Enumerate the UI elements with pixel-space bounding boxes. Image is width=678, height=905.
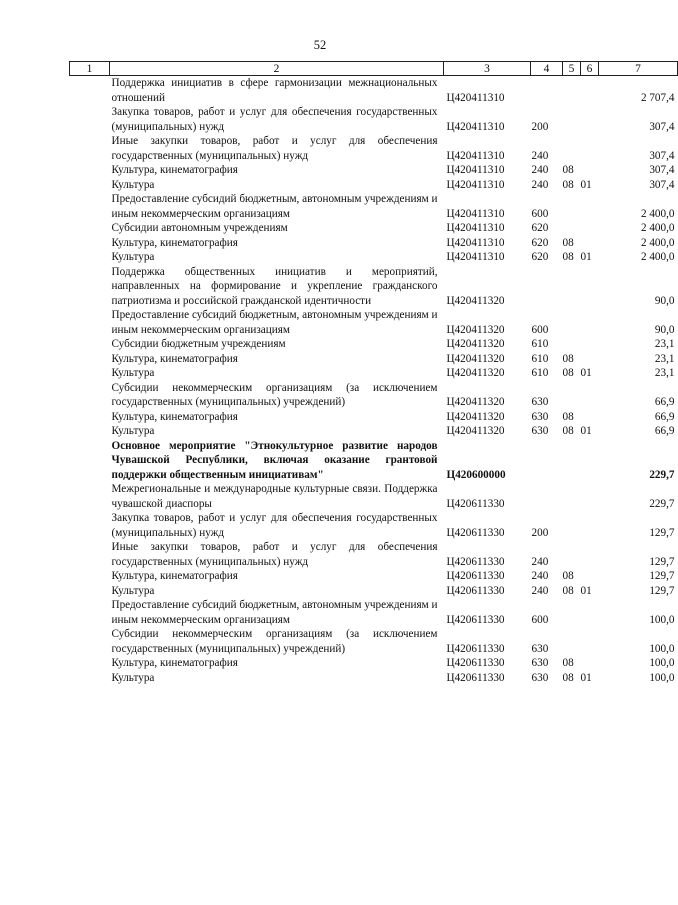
cell-subsection bbox=[581, 656, 599, 671]
cell-subsection bbox=[581, 627, 599, 656]
cell-amount: 2 400,0 bbox=[640, 251, 675, 263]
cell-name: Культура bbox=[111, 425, 155, 437]
cell-expense-type: 620 bbox=[531, 222, 549, 234]
cell-target-article: Ц420411310 bbox=[446, 91, 505, 104]
table-row bbox=[70, 134, 678, 163]
cell-target-article: Ц420411310 bbox=[446, 120, 505, 133]
cell-section: 08 bbox=[562, 367, 574, 379]
cell-section bbox=[563, 76, 581, 106]
cell-section bbox=[563, 192, 581, 221]
cell-target-article: Ц420611330 bbox=[446, 584, 505, 597]
cell-number bbox=[70, 439, 110, 483]
cell-target-article: Ц420611330 bbox=[446, 657, 505, 669]
cell-number bbox=[70, 265, 110, 309]
cell-name: Субсидии бюджетным учреждениям bbox=[111, 338, 286, 350]
cell-subsection: 01 bbox=[580, 584, 592, 597]
cell-amount: 100,0 bbox=[649, 657, 675, 669]
cell-name: Межрегиональные и международные культурные связи. Поддержка чувашской диаспоры bbox=[111, 483, 438, 510]
cell-amount: 307,4 bbox=[649, 178, 675, 191]
cell-expense-type: 200 bbox=[531, 526, 549, 539]
cell-subsection bbox=[581, 192, 599, 221]
cell-expense-type: 610 bbox=[531, 352, 549, 365]
cell-number bbox=[70, 192, 110, 221]
budget-table bbox=[69, 61, 678, 685]
cell-target-article: Ц420611330 bbox=[446, 526, 505, 539]
cell-section: 08 bbox=[562, 236, 574, 249]
cell-subsection: 01 bbox=[580, 367, 592, 379]
cell-subsection bbox=[581, 439, 599, 483]
cell-amount: 307,4 bbox=[649, 149, 675, 162]
cell-name: Культура bbox=[111, 178, 155, 191]
cell-subsection bbox=[581, 105, 599, 134]
cell-expense-type bbox=[531, 265, 563, 309]
cell-section: 08 bbox=[562, 164, 574, 176]
cell-amount: 129,7 bbox=[649, 526, 675, 539]
cell-target-article: Ц420411320 bbox=[446, 367, 505, 379]
cell-amount: 229,7 bbox=[649, 468, 675, 481]
cell-expense-type: 600 bbox=[531, 613, 549, 626]
cell-amount: 129,7 bbox=[649, 555, 675, 568]
table-row bbox=[70, 352, 678, 367]
cell-expense-type: 610 bbox=[531, 338, 549, 350]
cell-number bbox=[70, 381, 110, 410]
table-row bbox=[70, 308, 678, 337]
cell-name: Предоставление субсидий бюджетным, автономным учреждениям и иным некоммерческим организациям bbox=[111, 193, 438, 220]
cell-expense-type: 240 bbox=[531, 164, 549, 176]
cell-expense-type: 240 bbox=[531, 570, 549, 582]
cell-expense-type: 600 bbox=[531, 207, 549, 220]
table-row bbox=[70, 178, 678, 193]
cell-section bbox=[563, 265, 581, 309]
cell-subsection: 01 bbox=[580, 425, 592, 437]
cell-subsection bbox=[581, 308, 599, 337]
cell-name: Культура bbox=[111, 251, 155, 263]
cell-number bbox=[70, 540, 110, 569]
cell-number bbox=[70, 221, 110, 236]
cell-number bbox=[70, 250, 110, 265]
cell-name: Закупка товаров, работ и услуг для обеспечения государственных (муниципальных) нужд bbox=[111, 106, 438, 133]
cell-amount: 100,0 bbox=[649, 671, 675, 684]
cell-section bbox=[563, 482, 581, 511]
cell-subsection bbox=[581, 511, 599, 540]
cell-amount: 100,0 bbox=[649, 642, 675, 655]
cell-section bbox=[563, 337, 581, 352]
cell-subsection bbox=[581, 410, 599, 425]
cell-name: Поддержка общественных инициатив и мероприятий, направленных на формирование и укрепление гражданского патриотизма и российской гражданской идентичности bbox=[111, 265, 438, 307]
cell-number bbox=[70, 410, 110, 425]
table-row bbox=[70, 192, 678, 221]
cell-target-article: Ц420411320 bbox=[446, 352, 505, 365]
cell-name: Культура bbox=[111, 584, 155, 597]
cell-number bbox=[70, 178, 110, 193]
cell-name: Культура bbox=[111, 671, 155, 684]
cell-target-article: Ц420411320 bbox=[446, 323, 505, 336]
cell-expense-type: 200 bbox=[531, 120, 549, 133]
header-col-6: 6 bbox=[581, 62, 599, 76]
table-row bbox=[70, 671, 678, 686]
table-row bbox=[70, 511, 678, 540]
cell-number bbox=[70, 627, 110, 656]
cell-amount: 2 400,0 bbox=[640, 207, 675, 220]
cell-target-article: Ц420611330 bbox=[446, 555, 505, 568]
cell-target-article: Ц420611330 bbox=[446, 570, 505, 582]
cell-expense-type bbox=[531, 76, 563, 106]
cell-name: Иные закупки товаров, работ и услуг для обеспечения государственных (муниципальных) нужд bbox=[111, 541, 438, 568]
cell-target-article: Ц420611330 bbox=[446, 497, 505, 510]
cell-subsection bbox=[581, 381, 599, 410]
cell-section: 08 bbox=[562, 657, 574, 669]
cell-section bbox=[563, 105, 581, 134]
cell-target-article: Ц420411310 bbox=[446, 222, 505, 234]
cell-amount: 66,9 bbox=[654, 396, 675, 408]
cell-target-article: Ц420411310 bbox=[446, 251, 505, 263]
table-body bbox=[70, 76, 678, 686]
cell-subsection: 01 bbox=[580, 178, 592, 191]
cell-expense-type: 240 bbox=[531, 555, 549, 568]
cell-target-article: Ц420411310 bbox=[446, 149, 505, 162]
cell-section: 08 bbox=[562, 251, 574, 263]
cell-section bbox=[563, 134, 581, 163]
cell-amount: 66,9 bbox=[654, 410, 675, 423]
cell-expense-type: 610 bbox=[531, 367, 549, 379]
table-header bbox=[70, 62, 678, 76]
cell-number bbox=[70, 569, 110, 584]
cell-target-article: Ц420611330 bbox=[446, 642, 505, 655]
cell-expense-type: 240 bbox=[531, 178, 549, 191]
table-row bbox=[70, 163, 678, 178]
table-row bbox=[70, 410, 678, 425]
cell-number bbox=[70, 511, 110, 540]
cell-expense-type: 630 bbox=[531, 642, 549, 655]
cell-number bbox=[70, 163, 110, 178]
cell-section bbox=[563, 381, 581, 410]
cell-name: Культура, кинематография bbox=[111, 164, 238, 176]
table-row bbox=[70, 250, 678, 265]
table-row bbox=[70, 105, 678, 134]
cell-subsection bbox=[581, 540, 599, 569]
cell-number bbox=[70, 337, 110, 352]
cell-name: Субсидии некоммерческим организациям (за исключением государственных (муниципальных) учреждений) bbox=[111, 628, 438, 655]
cell-subsection bbox=[581, 482, 599, 511]
table-row bbox=[70, 656, 678, 671]
cell-subsection bbox=[581, 337, 599, 352]
cell-number bbox=[70, 366, 110, 381]
cell-number bbox=[70, 76, 110, 106]
header-col-5: 5 bbox=[563, 62, 581, 76]
cell-section: 08 bbox=[562, 671, 574, 684]
table-row bbox=[70, 366, 678, 381]
cell-section: 08 bbox=[562, 570, 574, 582]
header-col-2: 2 bbox=[110, 62, 444, 76]
table-row bbox=[70, 381, 678, 410]
table-row bbox=[70, 569, 678, 584]
page-number: 52 bbox=[313, 38, 327, 52]
cell-amount: 23,1 bbox=[654, 367, 675, 379]
cell-amount: 90,0 bbox=[654, 294, 675, 307]
cell-number bbox=[70, 424, 110, 439]
cell-amount: 23,1 bbox=[654, 352, 675, 365]
cell-expense-type: 630 bbox=[531, 425, 549, 437]
cell-amount: 307,4 bbox=[649, 164, 675, 176]
cell-section: 08 bbox=[562, 410, 574, 423]
cell-expense-type bbox=[531, 439, 563, 483]
cell-subsection bbox=[581, 569, 599, 584]
table-row bbox=[70, 482, 678, 511]
table-row bbox=[70, 76, 678, 106]
cell-number bbox=[70, 134, 110, 163]
cell-section: 08 bbox=[562, 425, 574, 437]
cell-target-article: Ц420411320 bbox=[446, 410, 505, 423]
cell-name: Основное мероприятие "Этнокультурное развитие народов Чувашской Республики, включая оказание грантовой поддержки общественным инициативам" bbox=[111, 439, 438, 481]
cell-expense-type: 630 bbox=[531, 671, 549, 684]
cell-number bbox=[70, 236, 110, 251]
cell-expense-type: 630 bbox=[531, 657, 549, 669]
cell-section bbox=[563, 221, 581, 236]
table-row bbox=[70, 424, 678, 439]
header-col-4: 4 bbox=[531, 62, 563, 76]
cell-target-article: Ц420411320 bbox=[446, 294, 505, 307]
cell-expense-type: 240 bbox=[531, 584, 549, 597]
table-row bbox=[70, 236, 678, 251]
cell-amount: 90,0 bbox=[654, 323, 675, 336]
cell-name: Субсидии некоммерческим организациям (за исключением государственных (муниципальных) учреждений) bbox=[111, 381, 438, 408]
cell-subsection bbox=[581, 221, 599, 236]
cell-section: 08 bbox=[562, 352, 574, 365]
cell-name: Субсидии автономным учреждениям bbox=[111, 222, 288, 234]
cell-subsection: 01 bbox=[580, 671, 592, 684]
cell-amount: 2 400,0 bbox=[640, 236, 675, 249]
cell-subsection bbox=[581, 76, 599, 106]
cell-section bbox=[563, 511, 581, 540]
cell-subsection bbox=[581, 598, 599, 627]
cell-number bbox=[70, 656, 110, 671]
cell-expense-type bbox=[531, 482, 563, 511]
cell-amount: 129,7 bbox=[649, 584, 675, 597]
cell-subsection bbox=[581, 134, 599, 163]
cell-name: Культура, кинематография bbox=[111, 570, 238, 582]
header-row bbox=[70, 62, 678, 76]
cell-expense-type: 620 bbox=[531, 236, 549, 249]
table-row bbox=[70, 337, 678, 352]
cell-target-article: Ц420411310 bbox=[446, 178, 505, 191]
cell-name: Культура bbox=[111, 367, 155, 379]
cell-section bbox=[563, 598, 581, 627]
table-row bbox=[70, 598, 678, 627]
cell-number bbox=[70, 352, 110, 367]
cell-expense-type: 600 bbox=[531, 323, 549, 336]
cell-name: Предоставление субсидий бюджетным, автономным учреждениям и иным некоммерческим организациям bbox=[111, 599, 438, 626]
cell-name: Закупка товаров, работ и услуг для обеспечения государственных (муниципальных) нужд bbox=[111, 512, 438, 539]
cell-target-article: Ц420411310 bbox=[446, 207, 505, 220]
cell-amount: 2 707,4 bbox=[640, 91, 675, 104]
cell-name: Культура, кинематография bbox=[111, 236, 238, 249]
cell-number bbox=[70, 105, 110, 134]
cell-section bbox=[563, 439, 581, 483]
cell-section bbox=[563, 540, 581, 569]
cell-number bbox=[70, 482, 110, 511]
cell-section: 08 bbox=[562, 178, 574, 191]
cell-target-article: Ц420611330 bbox=[446, 671, 505, 684]
header-col-3: 3 bbox=[444, 62, 531, 76]
cell-target-article: Ц420600000 bbox=[446, 468, 506, 481]
cell-name: Культура, кинематография bbox=[111, 410, 238, 423]
cell-number bbox=[70, 671, 110, 686]
cell-subsection: 01 bbox=[580, 251, 592, 263]
cell-amount: 129,7 bbox=[649, 570, 675, 582]
cell-amount: 23,1 bbox=[654, 338, 675, 350]
cell-amount: 66,9 bbox=[654, 425, 675, 437]
cell-amount: 229,7 bbox=[649, 497, 675, 510]
cell-subsection bbox=[581, 265, 599, 309]
table-row bbox=[70, 439, 678, 483]
cell-target-article: Ц420611330 bbox=[446, 613, 505, 626]
table-row bbox=[70, 540, 678, 569]
cell-amount: 2 400,0 bbox=[640, 222, 675, 234]
cell-expense-type: 240 bbox=[531, 149, 549, 162]
cell-section bbox=[563, 308, 581, 337]
cell-target-article: Ц420411320 bbox=[446, 396, 505, 408]
table-row bbox=[70, 627, 678, 656]
cell-name: Культура, кинематография bbox=[111, 657, 238, 669]
header-col-1: 1 bbox=[70, 62, 110, 76]
cell-name: Поддержка инициатив в сфере гармонизации межнациональных отношений bbox=[111, 77, 438, 104]
cell-number bbox=[70, 584, 110, 599]
cell-target-article: Ц420411310 bbox=[446, 164, 505, 176]
cell-target-article: Ц420411320 bbox=[446, 338, 505, 350]
cell-expense-type: 630 bbox=[531, 396, 549, 408]
cell-subsection bbox=[581, 163, 599, 178]
header-col-7: 7 bbox=[599, 62, 678, 76]
cell-expense-type: 630 bbox=[531, 410, 549, 423]
cell-target-article: Ц420411310 bbox=[446, 236, 505, 249]
cell-name: Культура, кинематография bbox=[111, 352, 238, 365]
cell-amount: 100,0 bbox=[649, 613, 675, 626]
cell-name: Иные закупки товаров, работ и услуг для обеспечения государственных (муниципальных) нужд bbox=[111, 135, 438, 162]
cell-amount: 307,4 bbox=[649, 120, 675, 133]
cell-target-article: Ц420411320 bbox=[446, 425, 505, 437]
cell-subsection bbox=[581, 236, 599, 251]
table-row bbox=[70, 221, 678, 236]
cell-section bbox=[563, 627, 581, 656]
cell-number bbox=[70, 598, 110, 627]
cell-name: Предоставление субсидий бюджетным, автономным учреждениям и иным некоммерческим организациям bbox=[111, 309, 438, 336]
cell-subsection bbox=[581, 352, 599, 367]
cell-section: 08 bbox=[562, 584, 574, 597]
table-row bbox=[70, 584, 678, 599]
table-row bbox=[70, 265, 678, 309]
cell-number bbox=[70, 308, 110, 337]
cell-expense-type: 620 bbox=[531, 251, 549, 263]
